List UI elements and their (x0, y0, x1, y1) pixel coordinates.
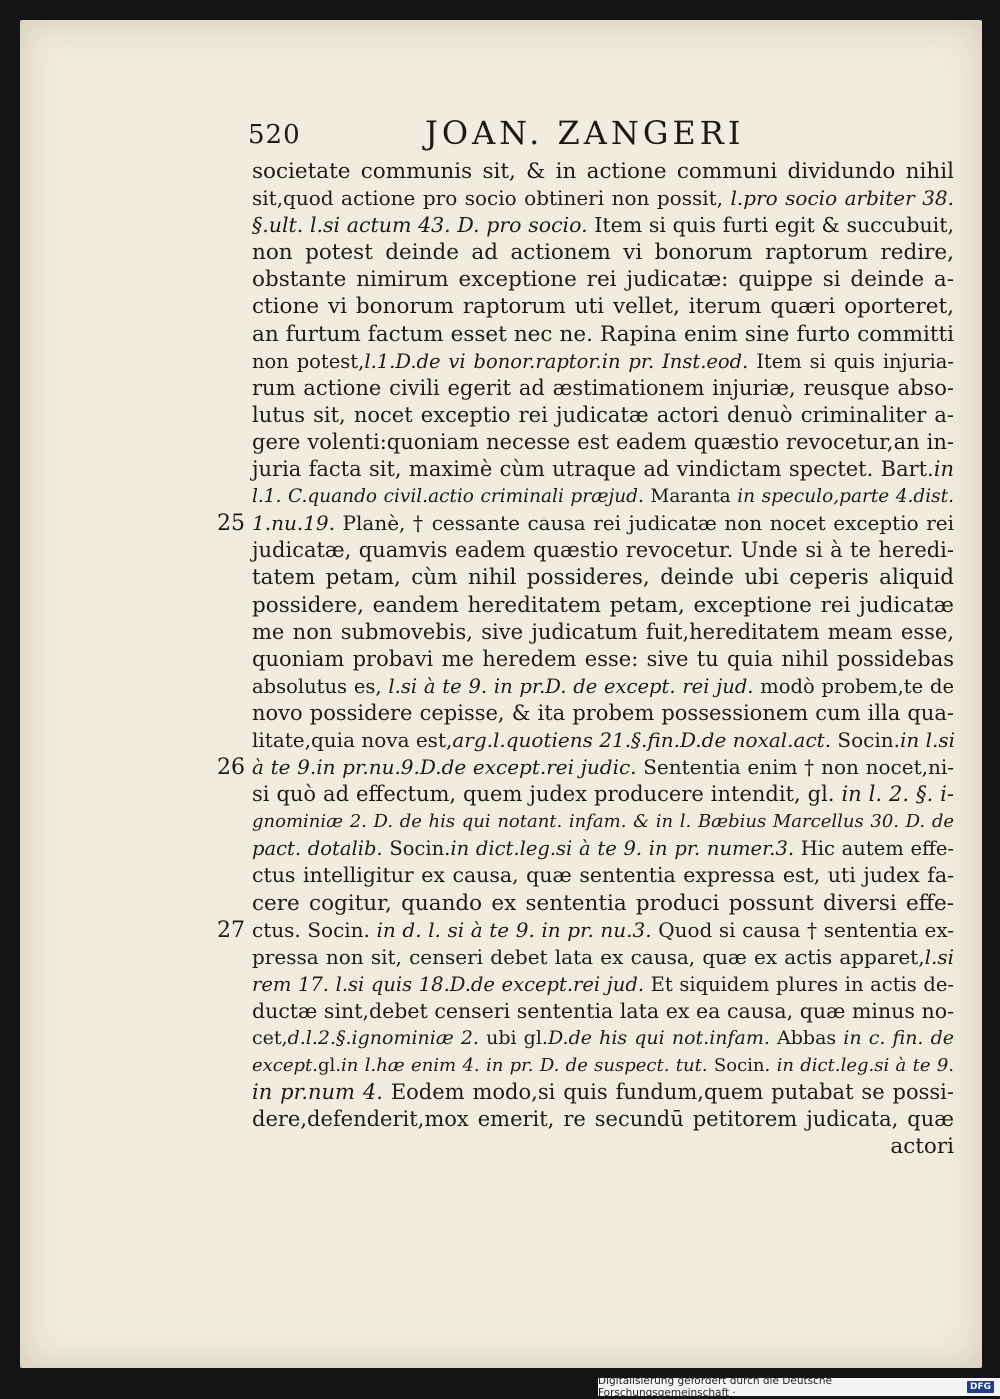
body-text-segment: tatem petam, cùm nihil possideres, deinde ubi ceperis aliquid (252, 565, 954, 591)
text-line (252, 185, 954, 212)
body-text-segment: actori (890, 1134, 954, 1160)
citation-text: l.1.D.de vi bonor.raptor.in pr. Inst.eod. (364, 349, 749, 373)
citation-text: except. (252, 1055, 319, 1077)
body-text-segment: Socin. (382, 837, 451, 861)
running-head: JOAN. ZANGERI (425, 114, 745, 152)
citation-text: in dict.leg.si à te 9. in pr. numer.3. (450, 837, 795, 861)
citation-text: D.de his qui not.infam. (547, 1027, 770, 1049)
text-line (252, 1052, 954, 1079)
text-line (252, 781, 954, 808)
body-text-segment: si quò ad effectum, quem judex producere intendit, gl. (252, 782, 842, 807)
marginal-number: 26 (217, 755, 245, 781)
text-line (252, 564, 954, 591)
body-text-segment: ctus intelligitur ex causa, quæ sententia expressa est, uti judex fa- (252, 863, 954, 888)
text-line (252, 1106, 954, 1133)
citation-text: pact. dotalib. (252, 837, 383, 861)
citation-text: d.l.2.§.ignominiæ 2. (287, 1027, 479, 1049)
body-text-segment: lutus sit, nocet exceptio rei judicatæ actori denuò criminaliter a- (252, 402, 954, 427)
text-line (252, 348, 954, 375)
text-line (217, 510, 954, 537)
body-text-segment: litate,quia nova est, (252, 727, 453, 752)
text-line (217, 917, 955, 944)
text-line (252, 456, 954, 483)
text-line (252, 808, 954, 835)
citation-text: à te 9.in pr.nu.9.D.de except.rei judic. (252, 755, 637, 780)
text-line (252, 862, 954, 889)
text-line (252, 158, 954, 185)
text-line (252, 429, 954, 456)
text-line (252, 239, 954, 266)
citation-text: in d. l. si à te 9. in pr. nu.3. (376, 917, 652, 942)
citation-text: rem 17. l.si quis 18.D.de except.rei jud. (252, 972, 645, 996)
citation-text: l.1. C.quando civil.actio criminali præjud. (252, 486, 644, 508)
body-text-segment: Maranta (643, 486, 738, 508)
citation-text: in l.hæ enim 4. in pr. D. de suspect. tut. (341, 1055, 708, 1077)
text-line (252, 483, 954, 510)
body-text-segment: ductæ sint,debet censeri sententia lata ex ea causa, quæ minus no- (252, 998, 954, 1023)
body-text (217, 158, 956, 1160)
body-text-segment: Et siquidem plures in actis de- (644, 972, 955, 996)
text-line (252, 890, 954, 917)
body-text-segment: me non submovebis, sive judicatum fuit,hereditatem meam esse, (252, 619, 954, 644)
body-text-segment: ctione vi bonorum raptorum uti vellet, iterum quæri oporteret, (252, 294, 954, 320)
citation-text: 1.nu.19. (252, 511, 336, 536)
text-line (252, 700, 954, 727)
text-line (252, 212, 954, 239)
book-page (20, 20, 982, 1368)
body-text-segment: Eodem modo,si quis fundum,quem putabat se possi- (382, 1080, 954, 1105)
text-line (252, 266, 954, 293)
body-text-segment: gl. (318, 1055, 342, 1077)
citation-text: §.ult. l.si actum 43. D. pro socio. (252, 213, 588, 238)
body-text-segment: societate communis sit, & in actione communi dividundo nihil (252, 159, 954, 184)
page-number: 520 (248, 120, 301, 150)
citation-text: l.si à te 9. in pr.D. de except. rei jud. (388, 674, 754, 698)
text-line (252, 402, 954, 429)
text-line (252, 998, 954, 1025)
body-text-segment: judicatæ, quamvis eadem quæstio revocetur. Unde si à te heredi- (252, 538, 954, 563)
citation-text: in dict.leg.si à te 9. (776, 1055, 955, 1077)
text-line (252, 293, 954, 320)
citation-text: in pr.num 4. (252, 1080, 383, 1105)
body-text-segment: Hic autem effe- (794, 837, 954, 861)
body-text-segment: novo possidere cepisse, & ita probem possessionem cum illa qua- (252, 700, 954, 725)
text-line (252, 944, 954, 971)
text-line (252, 375, 954, 402)
body-text-segment: possidere, eandem hereditatem petam, exceptione rei judicatæ (252, 592, 954, 618)
citation-text: l.si (924, 944, 954, 969)
citation-text: in l. 2. §. i- (841, 782, 954, 807)
text-line (252, 673, 954, 700)
funding-credit: Digitalisierung gefördert durch die Deutsche Forschungsgemeinschaft · (598, 1375, 832, 1399)
marginal-number: 27 (217, 917, 245, 943)
text-line (252, 971, 954, 998)
body-text-segment: modò probem,te de (753, 674, 954, 698)
body-text-segment: Socin. (831, 727, 900, 752)
body-text-segment: ubi gl. (478, 1027, 548, 1049)
text-line (252, 727, 954, 754)
body-text-segment: Item si quis injuria- (748, 349, 954, 373)
body-text-segment: juria facta sit, maximè cùm utraque ad vindictam spectet. Bart. (252, 457, 934, 482)
body-text-segment: dere,defenderit,mox emerit, re secundū petitorem judicata, quæ (252, 1107, 954, 1132)
text-line (252, 1025, 954, 1052)
citation-text: in l.si (900, 727, 956, 752)
text-line (252, 646, 954, 673)
body-text-segment: obstante nimirum exceptione rei judicatæ: quippe si deinde a- (252, 267, 954, 293)
digitization-footer (598, 1375, 1000, 1399)
text-line (252, 321, 954, 348)
marginal-number: 25 (217, 511, 245, 537)
body-text-segment: non potest, (252, 349, 365, 373)
citation-text: l.pro socio arbiter 38. (730, 186, 954, 211)
body-text-segment: cet, (252, 1027, 288, 1049)
body-text-segment: Quod si causa † sententia ex- (651, 917, 955, 942)
text-line (217, 754, 954, 781)
text-line (252, 537, 954, 564)
text-line (252, 592, 954, 619)
body-text-segment: quoniam probavi me heredem esse: sive tu quia nihil possidebas (252, 646, 954, 671)
text-line (252, 619, 954, 646)
body-text-segment: gere volenti:quoniam necesse est eadem quæstio revocetur,an in- (252, 429, 954, 454)
body-text-segment: an furtum factum esset nec ne. Rapina enim sine furto committi (252, 321, 954, 347)
body-text-segment: non potest deinde ad actionem vi bonorum raptorum redire, (252, 240, 954, 266)
body-text-segment: Planè, † cessante causa rei judicatæ non nocet exceptio rei (335, 511, 954, 536)
text-line (252, 1079, 954, 1106)
citation-text: in (933, 457, 954, 482)
citation-text: in c. fin. de (843, 1027, 954, 1049)
body-text-segment: cere cogitur, quando ex sententia produci possunt diversi effe- (252, 890, 954, 916)
citation-text: in speculo,parte 4.dist. (737, 486, 954, 508)
citation-text: gnominiæ 2. D. de his qui notant. infam. & in l. Bæbius Marcellus 30. D. de (252, 811, 954, 833)
text-line (252, 835, 954, 862)
body-text-segment: pressa non sit, censeri debet lata ex causa, quæ ex actis apparet, (252, 944, 925, 969)
body-text-segment: absolutus es, (252, 674, 389, 698)
text-line (252, 1133, 954, 1160)
body-text-segment: Item si quis furti egit & succubuit, (587, 213, 954, 238)
dfg-logo: DFG (967, 1381, 994, 1393)
body-text-segment: sit,quod actione pro socio obtineri non possit, (252, 186, 731, 211)
citation-text: arg.l.quotiens 21.§.fin.D.de noxal.act. (452, 727, 832, 752)
body-text-segment: rum actione civili egerit ad æstimationem injuriæ, reusque abso- (252, 375, 954, 400)
body-text-segment: ctus. Socin. (252, 917, 377, 942)
body-text-segment: Sententia enim † non nocet,ni- (636, 755, 954, 780)
body-text-segment: Abbas (769, 1027, 844, 1049)
body-text-segment: Socin. (707, 1055, 777, 1077)
